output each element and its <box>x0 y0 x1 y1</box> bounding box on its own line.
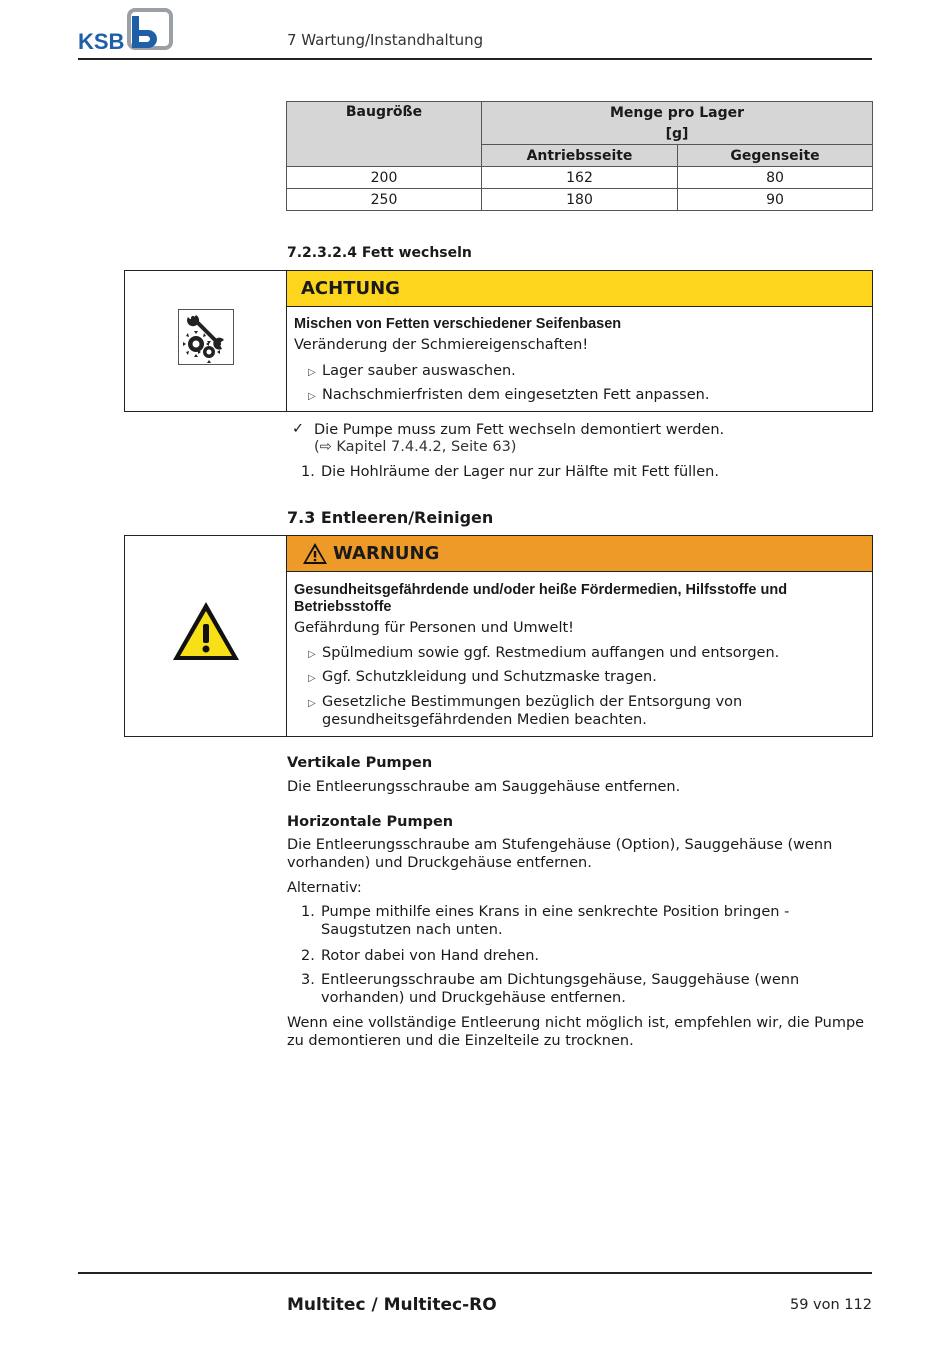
section-heading-fett: 7.2.3.2.4 Fett wechseln <box>287 245 472 261</box>
achtung-notice <box>124 270 873 412</box>
header-divider <box>78 58 872 60</box>
list-item: 1. Pumpe mithilfe eines Krans in eine senkrechte Position bringen - Saugstutzen nach unten. <box>301 904 790 938</box>
triangle-bullet-icon: ▷ <box>308 698 316 709</box>
cell-size: 250 <box>287 189 482 211</box>
cell-drive: 162 <box>482 167 678 189</box>
horizontal-pumps-text: Die Entleerungsschraube am Stufengehäuse (Option), Sauggehäuse (wenn vorhanden) und Druckgehäuse entfernen. <box>287 837 833 871</box>
chapter-title: 7 Wartung/Instandhaltung <box>287 31 484 49</box>
logo-text: KSB <box>78 29 125 52</box>
achtung-banner: ACHTUNG <box>287 271 872 307</box>
list-item: ▷ Spülmedium sowie ggf. Restmedium auffangen und entsorgen. <box>308 644 848 662</box>
product-name: Multitec / Multitec-RO <box>287 1295 497 1315</box>
warnung-notice <box>124 535 873 737</box>
warnung-text: Gefährdung für Personen und Umwelt! <box>294 620 574 636</box>
ksb-logo <box>78 8 178 52</box>
triangle-bullet-icon: ▷ <box>308 367 316 378</box>
table-row <box>287 167 873 189</box>
list-item: 3. Entleerungsschraube am Dichtungsgehäuse, Sauggehäuse (wenn vorhanden) und Druckgehäuse entfernen. <box>301 972 800 1006</box>
header-unit: [g] <box>482 123 873 145</box>
chapter-reference-link[interactable]: (⇨ Kapitel 7.4.4.2, Seite 63) <box>314 439 517 455</box>
list-item: ▷ Nachschmierfristen dem eingesetzten Fett anpassen. <box>308 386 709 404</box>
alternative-label: Alternativ: <box>287 880 362 896</box>
warnung-icon-column <box>125 536 287 736</box>
list-item: 1. Die Hohlräume der Lager nur zur Hälfte mit Fett füllen. <box>301 464 719 480</box>
achtung-text: Veränderung der Schmiereigenschaften! <box>294 337 589 353</box>
list-item: ▷ Lager sauber auswaschen. <box>308 362 516 380</box>
header-amount: Menge pro Lager <box>482 102 873 124</box>
list-item: ▷ Gesetzliche Bestimmungen bezüglich der Entsorgung von gesundheitsgefährdenden Medien beachten. <box>308 694 743 728</box>
warning-triangle-icon <box>171 600 241 662</box>
warning-banner-icon <box>302 542 328 565</box>
cell-size: 200 <box>287 167 482 189</box>
header-drive-side: Antriebsseite <box>482 145 678 167</box>
list-item: ▷ Ggf. Schutzkleidung und Schutzmaske tragen. <box>308 668 848 686</box>
warnung-label: WARNUNG <box>333 543 440 564</box>
triangle-bullet-icon: ▷ <box>308 391 316 402</box>
section-heading-entleeren: 7.3 Entleeren/Reinigen <box>287 508 494 527</box>
achtung-title: Mischen von Fetten verschiedener Seifenbasen <box>294 316 622 332</box>
closing-text: Wenn eine vollständige Entleerung nicht möglich ist, empfehlen wir, die Pumpe zu demontieren und die Einzelteile zu trocknen. <box>287 1015 865 1049</box>
header-opposite-side: Gegenseite <box>678 145 873 167</box>
checkmark-icon: ✓ <box>292 421 305 437</box>
maintenance-gear-wrench-icon <box>178 309 234 365</box>
vertical-pumps-heading: Vertikale Pumpen <box>287 755 433 771</box>
page-number: 59 von 112 <box>790 1297 872 1313</box>
cell-opposite: 80 <box>678 167 873 189</box>
achtung-icon-column <box>125 271 287 411</box>
list-item: 2. Rotor dabei von Hand drehen. <box>301 948 539 964</box>
table-row <box>287 189 873 211</box>
vertical-pumps-text: Die Entleerungsschraube am Sauggehäuse entfernen. <box>287 779 681 795</box>
header-size: Baugröße <box>287 102 482 167</box>
footer-divider <box>78 1272 872 1274</box>
cell-drive: 180 <box>482 189 678 211</box>
cell-opposite: 90 <box>678 189 873 211</box>
grease-quantity-table <box>286 101 873 211</box>
triangle-bullet-icon: ▷ <box>308 673 316 684</box>
warnung-title: Gesundheitsgefährdende und/oder heiße Fördermedien, Hilfsstoffe und Betriebsstoffe <box>294 582 788 615</box>
warnung-banner <box>287 536 872 572</box>
triangle-bullet-icon: ▷ <box>308 649 316 660</box>
horizontal-pumps-heading: Horizontale Pumpen <box>287 814 454 830</box>
prerequisite-text: Die Pumpe muss zum Fett wechseln demontiert werden. <box>314 422 725 438</box>
